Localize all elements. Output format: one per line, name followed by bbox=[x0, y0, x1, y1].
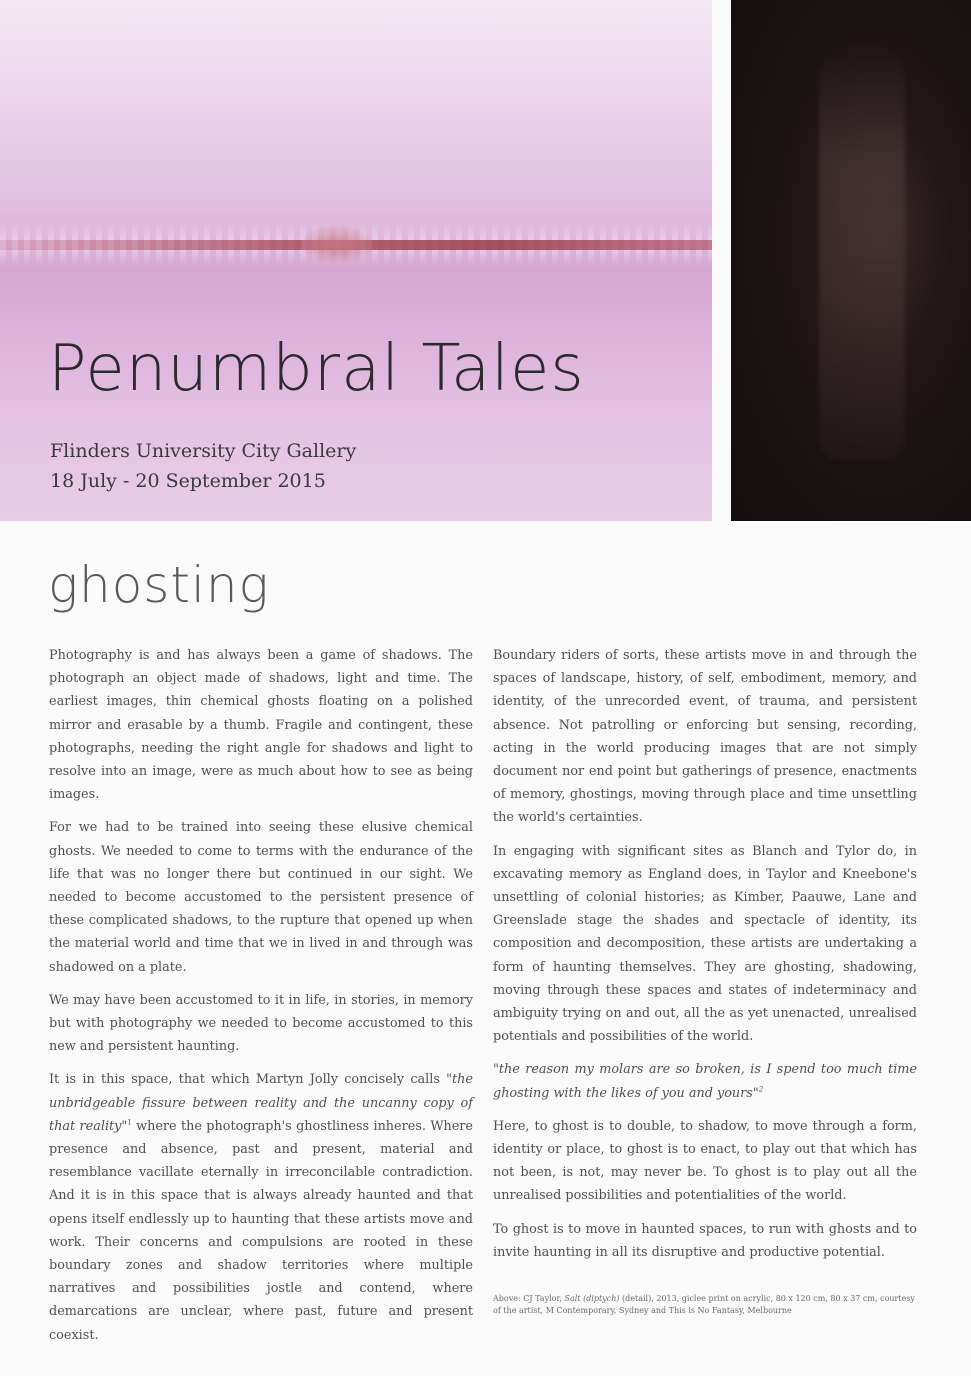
hero-photograph bbox=[0, 0, 712, 521]
paragraph: Here, to ghost is to double, to shadow, to move through a form, identity or place, to ghost is to enact, to play out that which has not been, is not, may never be. To ghost is to play out all the unrealised possibilities and potentialities of the world. bbox=[493, 1118, 917, 1204]
paragraph-intro: It is in this space, that which Martyn Jolly concisely calls bbox=[49, 1072, 447, 1088]
footnote-marker: 1 bbox=[127, 1118, 132, 1127]
venue-block bbox=[50, 436, 356, 496]
caption-work-title: Salt (diptych) bbox=[564, 1294, 620, 1303]
pull-quote bbox=[493, 1058, 917, 1104]
paragraph: We may have been accustomed to it in life, in stories, in memory but with photography we needed to become accustomed to this new and persistent haunting. bbox=[49, 992, 473, 1055]
jolly-paragraph bbox=[49, 1068, 473, 1346]
paragraph: Photography is and has always been a game of shadows. The photograph an object made of shadows, light and time. The earliest images, thin chemical ghosts floating on a polished mirror and erasable by a thumb. Fragile and contingent, these photographs, needing the right angle for shadows and light to resolve into an image, were as much about how to see as being images. bbox=[49, 648, 473, 803]
paragraph-rest: where the photograph's ghostliness inheres. Where presence and absence, past and present, material and resemblance vacillate eternally in irreconcilable contradiction. And it is in this space that is always already haunted and that opens itself endlessly up to haunting that these artists move and work. Their concerns and compulsions are rooted in these boundary zones and shadow territories where multiple narratives and possibilities jostle and contend, where demarcations are unclear, where past, future and present coexist. bbox=[49, 1118, 473, 1343]
exhibition-title: Penumbral Tales bbox=[48, 332, 585, 406]
section-title: ghosting bbox=[48, 556, 270, 614]
footnote-marker: 2 bbox=[758, 1085, 764, 1094]
jolly-quote: "the unbridgeable fissure between reality and the uncanny copy of that reality" bbox=[49, 1072, 473, 1134]
caption-details: (detail), 2013, giclee print on acrylic, 80 x 120 cm, 80 x 37 cm, courtesy of the artist, M Contemporary, Sydney and This is No Fantasy, Melbourne bbox=[493, 1294, 915, 1315]
paragraph: For we had to be trained into seeing these elusive chemical ghosts. We needed to come to terms with the endurance of the life that was no longer there but continued in our sight. We needed to become accustomed to the persistent presence of these complicated shadows, to the rupture that opened up when the material world and time that we in lived in and through was shadowed on a plate. bbox=[49, 820, 473, 975]
paragraph: In engaging with significant sites as Blanch and Tylor do, in excavating memory as England does, in Taylor and Kneebone's unsettling of colonial histories; as Kimber, Paauwe, Lane and Greenslade stage the shades and spectacle of identity, its composition and decomposition, these artists are undertaking a form of haunting themselves. They are ghosting, shadowing, moving through these spaces and states of indeterminacy and ambiguity trying on and out, all the as yet unenacted, unrealised potentials and possibilities of the world. bbox=[493, 843, 917, 1045]
paragraph: Boundary riders of sorts, these artists move in and through the spaces of landscape, history, of self, embodiment, memory, and identity, of the unrecorded event, of trauma, and persistent absence. Not patrolling or enforcing but sensing, recording, acting in the world producing images that are not simply document nor end point but gatherings of presence, enactments of memory, ghostings, moving through place and time unsettling the world's certainties. bbox=[493, 648, 917, 826]
caption-prefix: Above: CJ Taylor, bbox=[493, 1294, 565, 1303]
pull-quote-text: "the reason my molars are so broken, is I spend too much time ghosting with the likes of you and yours" bbox=[493, 1062, 917, 1101]
right-column bbox=[493, 644, 917, 1274]
exhibition-dates: 18 July - 20 September 2015 bbox=[50, 470, 326, 492]
paragraph: To ghost is to move in haunted spaces, to run with ghosts and to invite haunting in all its disruptive and productive potential. bbox=[493, 1221, 917, 1260]
venue-name: Flinders University City Gallery bbox=[50, 440, 357, 462]
image-caption bbox=[493, 1293, 917, 1317]
left-column bbox=[49, 644, 473, 1357]
shadowy-figure bbox=[819, 40, 905, 460]
figure-photograph bbox=[731, 0, 971, 521]
rock-reflection bbox=[302, 226, 372, 264]
